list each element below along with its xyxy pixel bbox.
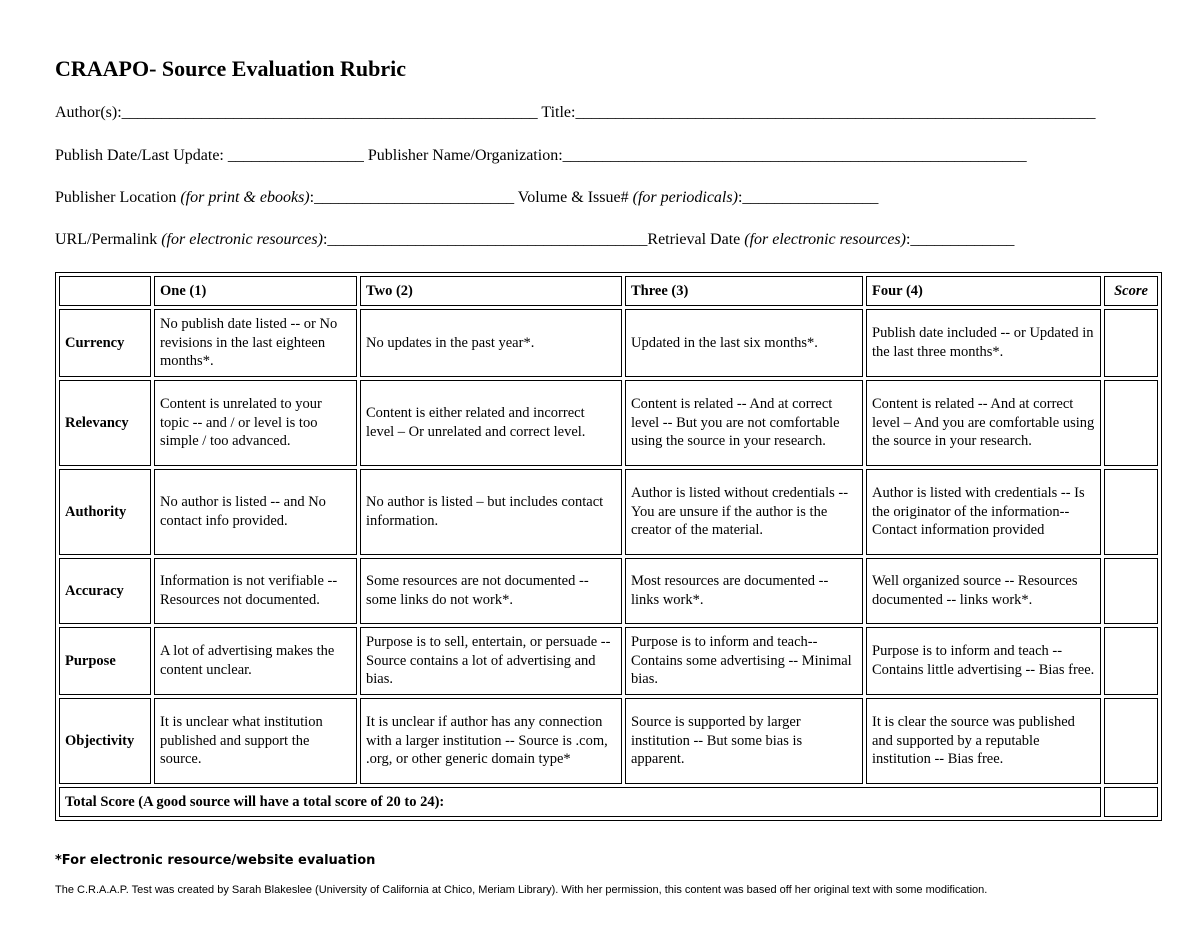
rubric-cell: It is unclear what institution published and support the source. [154,698,357,784]
rubric-cell: It is clear the source was published and supported by a reputable institution -- Bias free. [866,698,1101,784]
total-row [59,787,1158,817]
rubric-cell: Purpose is to inform and teach-- Contains some advertising -- Minimal bias. [625,627,863,695]
rubric-cell: Content is related -- And at correct level – And you are comfortable using the source in your research. [866,380,1101,466]
volume-blank[interactable]: :_________________ [737,189,879,206]
url-blank-retrieval-label[interactable]: :________________________________________Retrieval Date [322,231,745,248]
header-score: Score [1104,276,1158,306]
rubric-cell: Well organized source -- Resources documented -- links work*. [866,558,1101,624]
total-score-cell[interactable] [1104,787,1158,817]
rubric-cell: Information is not verifiable -- Resources not documented. [154,558,357,624]
retrieval-blank[interactable]: :_____________ [905,231,1015,248]
rubric-cell: Updated in the last six months*. [625,309,863,377]
footnote: *For electronic resource/website evaluation [55,853,376,868]
criterion-relevancy: Relevancy [59,380,151,466]
criterion-currency: Currency [59,309,151,377]
rubric-cell: Some resources are not documented -- some links do not work*. [360,558,622,624]
score-cell-authority[interactable] [1104,469,1158,555]
criterion-purpose: Purpose [59,627,151,695]
criterion-objectivity: Objectivity [59,698,151,784]
rubric-cell: Source is supported by larger institution -- But some bias is apparent. [625,698,863,784]
rubric-cell: Content is unrelated to your topic -- and / or level is too simple / too advanced. [154,380,357,466]
score-cell-accuracy[interactable] [1104,558,1158,624]
score-cell-objectivity[interactable] [1104,698,1158,784]
header-one: One (1) [154,276,357,306]
rubric-cell: No author is listed -- and No contact info provided. [154,469,357,555]
total-score-label: Total Score (A good source will have a total score of 20 to 24): [59,787,1101,817]
rubric-cell: No author is listed – but includes contact information. [360,469,622,555]
table-row [59,627,1158,695]
author-title-fields[interactable]: Author(s):____________________________________________________ Title:_________________________________________________________________ [55,104,1096,121]
table-row [59,558,1158,624]
url-label: URL/Permalink [55,231,162,248]
table-row [59,309,1158,377]
url-retrieval-fields[interactable] [55,231,1145,249]
table-row [59,698,1158,784]
score-cell-relevancy[interactable] [1104,380,1158,466]
header-row [59,276,1158,306]
location-note: (for print & ebooks) [180,189,310,206]
rubric-cell: Content is related -- And at correct level -- But you are not comfortable using the source in your research. [625,380,863,466]
location-label: Publisher Location [55,189,181,206]
page-title: CRAAPO- Source Evaluation Rubric [55,56,406,81]
table-row [59,469,1158,555]
rubric-cell: It is unclear if author has any connection with a larger institution -- Source is .com, .org, or other generic domain type* [360,698,622,784]
rubric-table [55,272,1162,821]
rubric-cell: A lot of advertising makes the content unclear. [154,627,357,695]
criterion-authority: Authority [59,469,151,555]
rubric-cell: No updates in the past year*. [360,309,622,377]
header-blank [59,276,151,306]
rubric-cell: Purpose is to inform and teach -- Contains little advertising -- Bias free. [866,627,1101,695]
rubric-cell: Content is either related and incorrect level – Or unrelated and correct level. [360,380,622,466]
criterion-accuracy: Accuracy [59,558,151,624]
volume-note: (for periodicals) [632,189,738,206]
header-three: Three (3) [625,276,863,306]
score-cell-currency[interactable] [1104,309,1158,377]
rubric-cell: Author is listed without credentials -- You are unsure if the author is the creator of the material. [625,469,863,555]
location-blank-volume-label[interactable]: :_________________________ Volume & Issue# [309,189,633,206]
retrieval-note: (for electronic resources) [744,231,906,248]
header-four: Four (4) [866,276,1101,306]
rubric-cell: Publish date included -- or Updated in the last three months*. [866,309,1101,377]
rubric-cell: Author is listed with credentials -- Is the originator of the information-- Contact information provided [866,469,1101,555]
score-cell-purpose[interactable] [1104,627,1158,695]
credit-note: The C.R.A.A.P. Test was created by Sarah Blakeslee (University of California at Chico, Meriam Library). With her permission, this content was based off her original text with some modification. [55,884,988,896]
header-two: Two (2) [360,276,622,306]
rubric-cell: Most resources are documented -- links work*. [625,558,863,624]
publish-date-publisher-fields[interactable]: Publish Date/Last Update: _________________ Publisher Name/Organization:__________________________________________________________ [55,147,1027,164]
rubric-cell: No publish date listed -- or No revisions in the last eighteen months*. [154,309,357,377]
url-note: (for electronic resources) [161,231,323,248]
location-volume-fields[interactable] [55,189,1145,207]
rubric-cell: Purpose is to sell, entertain, or persuade -- Source contains a lot of advertising and bias. [360,627,622,695]
table-row [59,380,1158,466]
